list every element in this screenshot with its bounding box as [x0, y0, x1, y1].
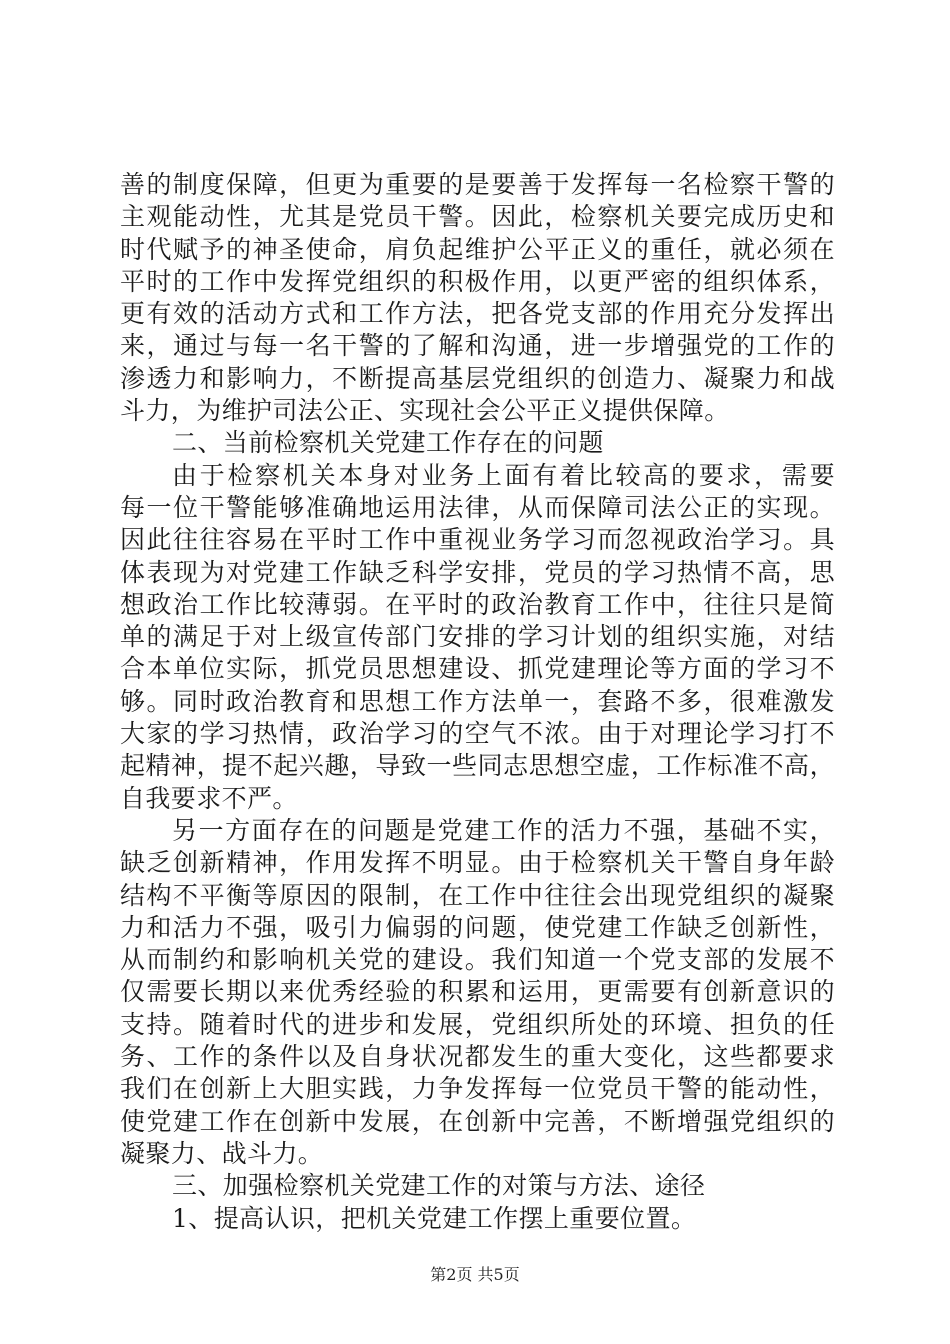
text-line: 支持。随着时代的进步和发展，党组织所处的环境、担负的任	[120, 1009, 837, 1039]
text-line: 1、提高认识，把机关党建工作摆上重要位置。	[172, 1203, 697, 1233]
text-line: 凝聚力、战斗力。	[120, 1138, 324, 1168]
text-line: 另一方面存在的问题是党建工作的活力不强，基础不实，	[172, 815, 837, 845]
text-line: 起精神，提不起兴趣，导致一些同志思想空虚，工作标准不高，	[120, 751, 836, 781]
text-line: 结构不平衡等原因的限制，在工作中往往会出现党组织的凝聚	[120, 880, 837, 910]
text-line: 单的满足于对上级宣传部门安排的学习计划的组织实施，对结	[120, 622, 837, 652]
text-line: 斗力，为维护司法公正、实现社会公平正义提供保障。	[120, 396, 730, 426]
text-line: 时代赋予的神圣使命，肩负起维护公平正义的重任，就必须在	[120, 234, 837, 264]
text-line: 来，通过与每一名干警的了解和沟通，进一步增强党的工作的	[120, 331, 837, 361]
text-line: 二、当前检察机关党建工作存在的问题	[172, 428, 604, 458]
text-line: 由于检察机关本身对业务上面有着比较高的要求，需要	[172, 460, 838, 490]
text-line: 使党建工作在创新中发展，在创新中完善，不断增强党组织的	[120, 1106, 837, 1136]
text-line: 渗透力和影响力，不断提高基层党组织的创造力、凝聚力和战	[120, 363, 837, 393]
text-line: 平时的工作中发挥党组织的积极作用，以更严密的组织体系，	[120, 266, 837, 296]
text-line: 自我要求不严。	[120, 783, 298, 813]
text-line: 我们在创新上大胆实践，力争发挥每一位党员干警的能动性，	[120, 1074, 837, 1104]
text-line: 因此往往容易在平时工作中重视业务学习而忽视政治学习。具	[120, 525, 837, 555]
text-line: 合本单位实际，抓党员思想建设、抓党建理论等方面的学习不	[120, 654, 837, 684]
text-line: 善的制度保障，但更为重要的是要善于发挥每一名检察干警的	[120, 170, 837, 199]
document-body	[120, 169, 838, 1235]
text-line: 三、加强检察机关党建工作的对策与方法、途径	[172, 1171, 706, 1201]
page-footer: 第2页 共5页	[430, 1265, 520, 1284]
text-line: 体表现为对党建工作缺乏科学安排，党员的学习热情不高，思	[120, 557, 837, 587]
text-line: 力和活力不强，吸引力偏弱的问题，使党建工作缺乏创新性，	[120, 912, 837, 942]
text-line: 主观能动性，尤其是党员干警。因此，检察机关要完成历史和	[120, 202, 837, 232]
text-line: 想政治工作比较薄弱。在平时的政治教育工作中，往往只是简	[120, 589, 837, 619]
text-line: 从而制约和影响机关党的建设。我们知道一个党支部的发展不	[120, 945, 837, 975]
text-line: 更有效的活动方式和工作方法，把各党支部的作用充分发挥出	[120, 299, 837, 329]
text-line: 每一位干警能够准确地运用法律，从而保障司法公正的实现。	[120, 492, 837, 522]
text-line: 缺乏创新精神，作用发挥不明显。由于检察机关干警自身年龄	[120, 848, 837, 878]
text-line: 务、工作的条件以及自身状况都发生的重大变化，这些都要求	[120, 1042, 837, 1072]
text-line: 够。同时政治教育和思想工作方法单一，套路不多，很难激发	[120, 686, 837, 716]
text-line: 大家的学习热情，政治学习的空气不浓。由于对理论学习打不	[120, 719, 837, 749]
text-line: 仅需要长期以来优秀经验的积累和运用，更需要有创新意识的	[120, 977, 837, 1007]
